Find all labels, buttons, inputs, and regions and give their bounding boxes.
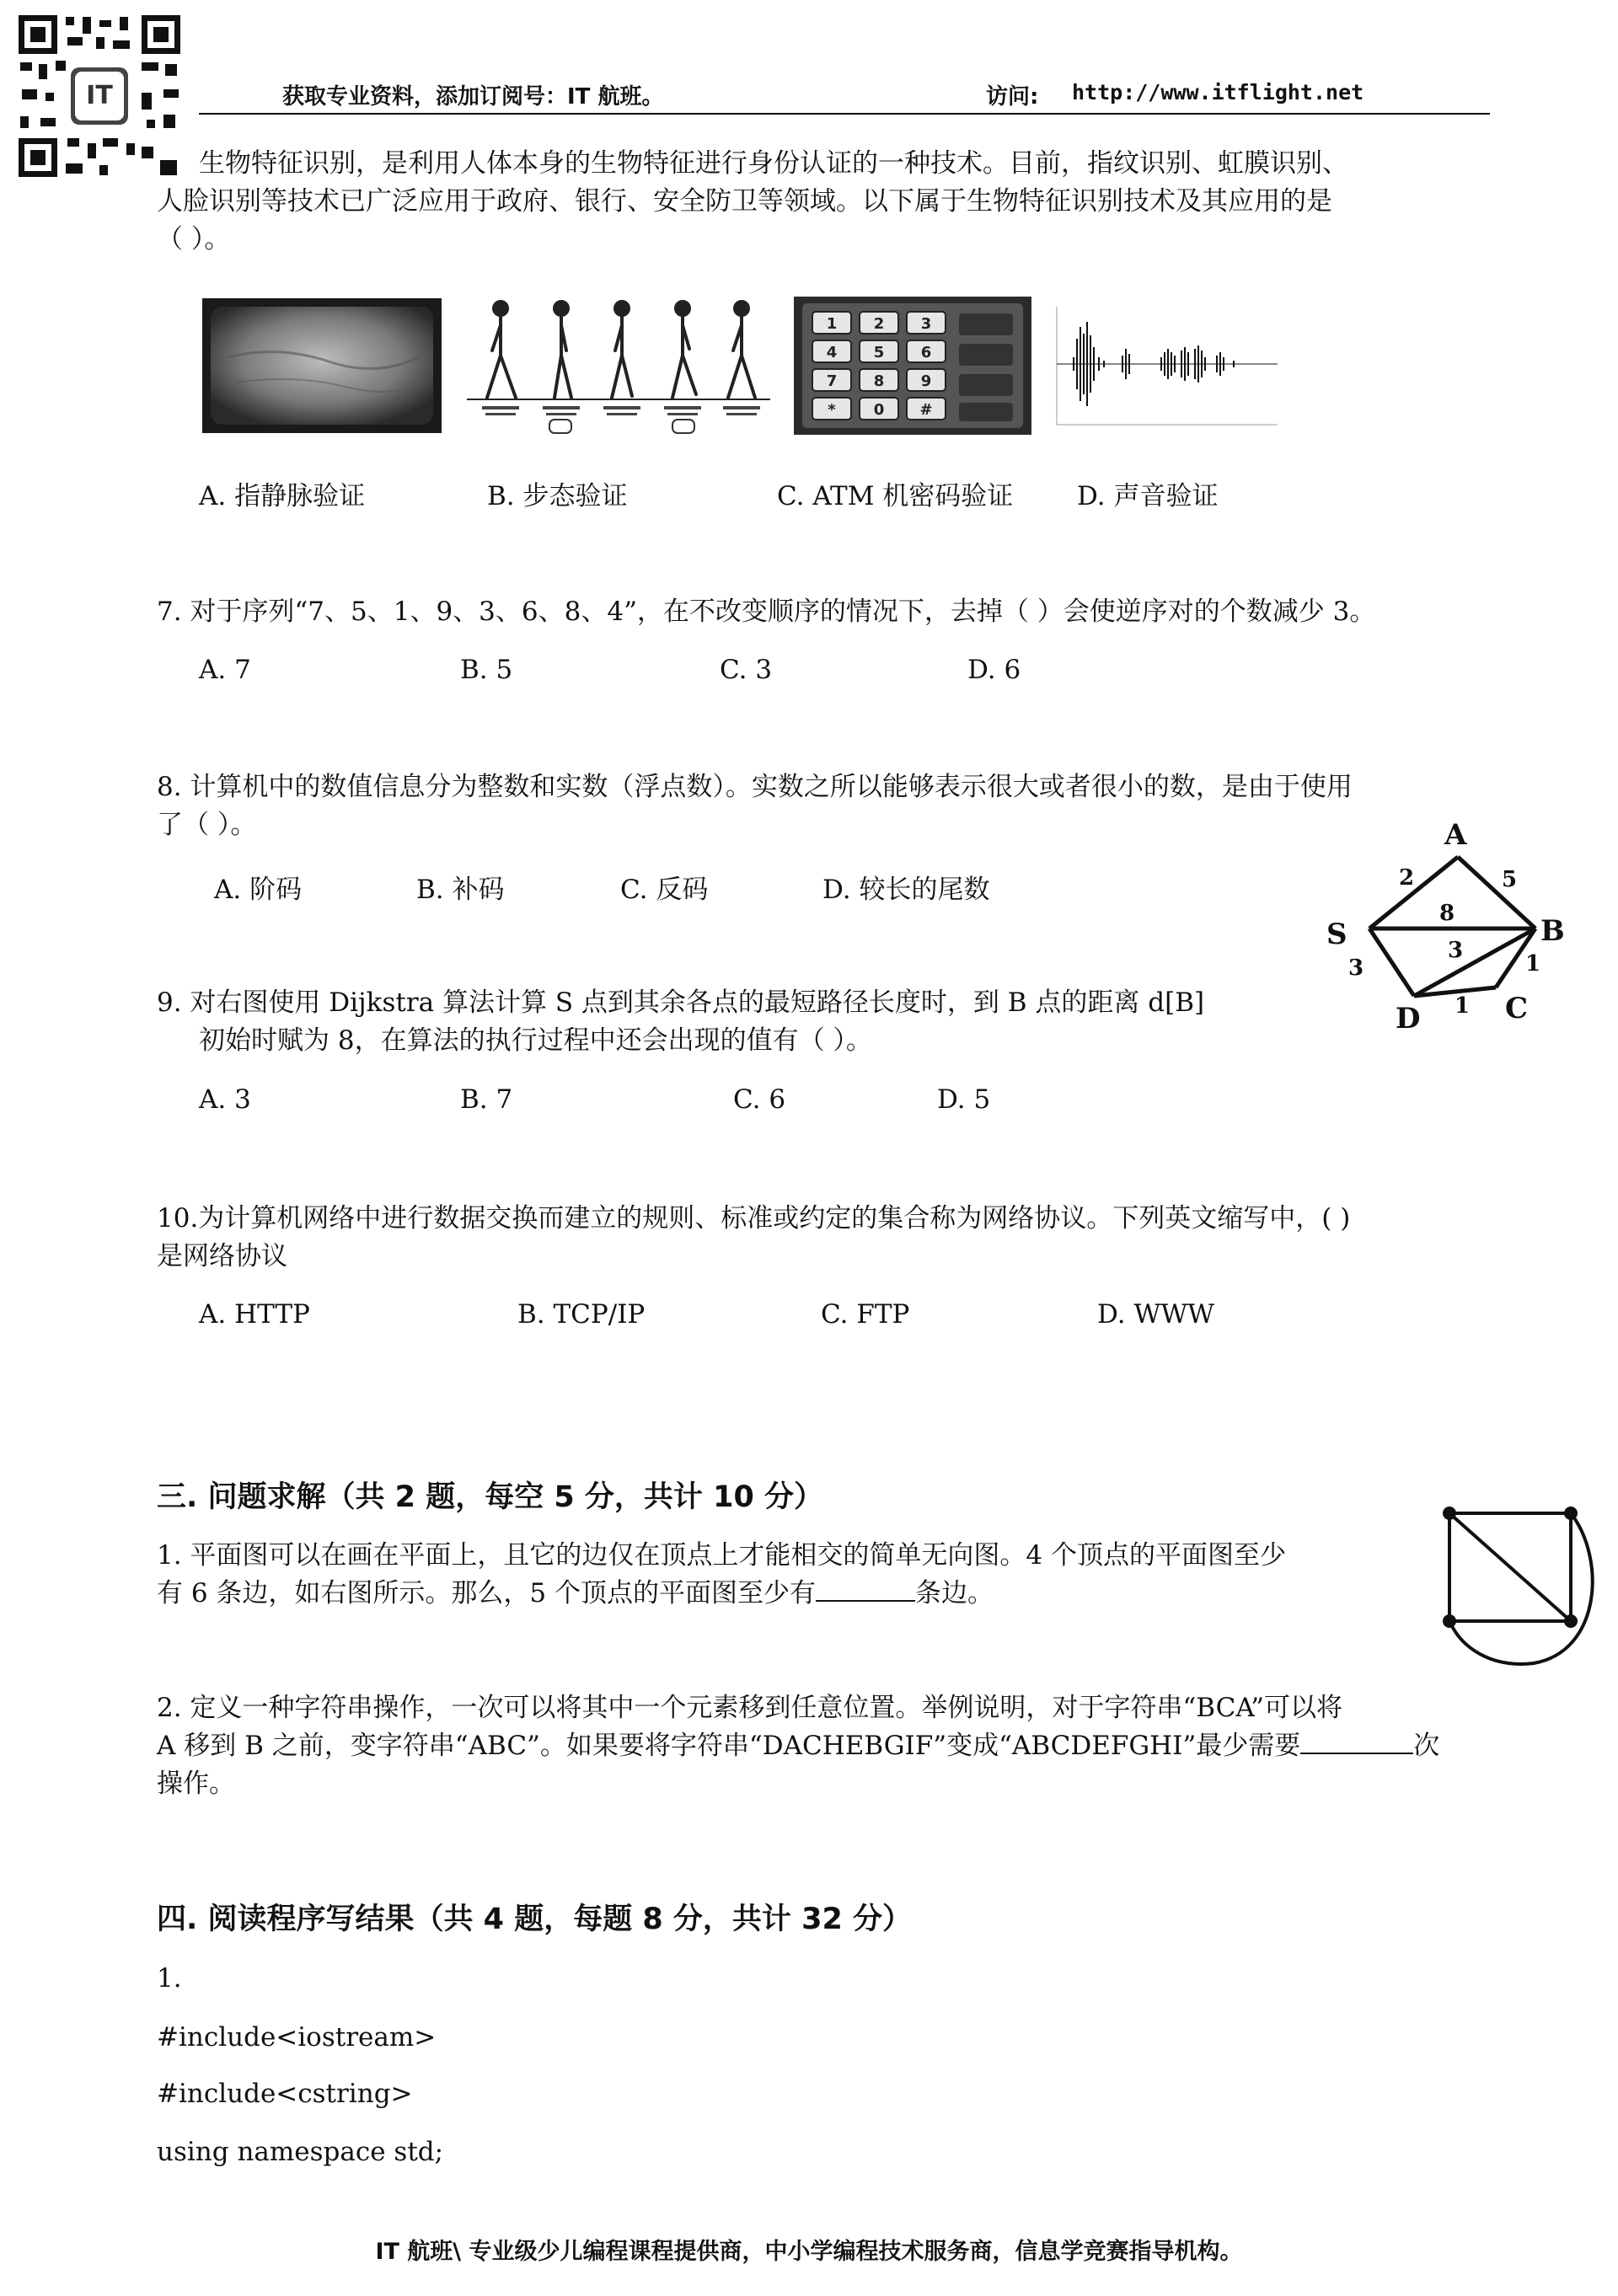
q6-option-d: D. 声音验证 [1077,481,1219,511]
graph-weight-sd: 3 [1348,955,1364,981]
atm-key-label: 2 [873,315,885,333]
q8-text-line2: 了（ ）。 [157,810,257,840]
s3-problem1-line2 [157,1571,994,1615]
q9-option-d: D. 5 [937,1084,991,1115]
s3-problem2-line2 [157,1724,1439,1768]
voice-waveform-image [1052,297,1281,431]
code-line-2: #include<cstring> [157,2079,413,2109]
s4-problem-number: 1. [157,1963,182,1994]
finger-vein-image [202,298,442,433]
s3-problem2-line3: 操作。 [157,1769,235,1799]
q7-option-d: D. 6 [967,655,1021,685]
q8-option-a: A. 阶码 [214,875,303,905]
s3-problem2-answer-blank[interactable] [1300,1727,1413,1754]
footer-text: IT 航班\ 专业级少儿编程课程提供商，中小学编程技术服务商，信息学竞赛指导机构。 [375,2239,1243,2265]
s3-problem2-line1: 2. 定义一种字符串操作，一次可以将其中一个元素移到任意位置。举例说明，对于字符串“BCA”可以将 [157,1693,1343,1723]
s3-problem1-line1: 1. 平面图可以在画在平面上，且它的边仅在顶点上才能相交的简单无向图。4 个顶点的平面图至少 [157,1540,1287,1571]
atm-key-label: 7 [826,372,838,390]
section4-title: 四. 阅读程序写结果（共 4 题，每题 8 分，共计 32 分） [157,1903,913,1936]
q10-option-b: B. TCP/IP [517,1299,646,1330]
graph-node-a: A [1444,819,1467,852]
graph-node-s: S [1326,918,1347,951]
atm-key-label: # [919,401,933,419]
graph-weight-ab: 5 [1502,867,1518,892]
q7-option-c: C. 3 [720,655,773,685]
atm-key-label: 9 [920,372,932,390]
graph-weight-bc: 1 [1525,951,1541,977]
q9-text-line1: 9. 对右图使用 Dijkstra 算法计算 S 点到其余各点的最短路径长度时，到 B 点的距离 d[B] [157,987,1205,1018]
q10-option-d: D. WWW [1097,1299,1215,1330]
graph-weight-sb: 8 [1439,901,1455,926]
dijkstra-graph [1315,819,1584,1038]
q9-option-b: B. 7 [460,1084,513,1115]
s3-problem2-text-b: 次 [1413,1731,1440,1761]
q7-option-b: B. 5 [460,655,513,685]
graph-node-c: C [1505,992,1529,1025]
q9-option-c: C. 6 [733,1084,786,1115]
q8-option-d: D. 较长的尾数 [822,875,990,905]
s3-problem1-text-a: 有 6 条边，如右图所示。那么，5 个顶点的平面图至少有 [157,1578,817,1608]
s3-problem1-text-b: 条边。 [915,1578,994,1608]
q7-text-line1: 7. 对于序列“7、5、1、9、3、6、8、4”，在不改变顺序的情况下，去掉（ ）会使逆序对的个数减少 3。 [157,597,1376,627]
section3-title: 三. 问题求解（共 2 题，每空 5 分，共计 10 分） [157,1480,824,1514]
q8-option-b: B. 补码 [416,875,505,905]
code-line-3: using namespace std; [157,2137,444,2167]
graph-weight-dc: 1 [1455,993,1471,1019]
header-rule [199,113,1490,115]
code-line-1: #include<iostream> [157,2022,437,2052]
header-left-text: 获取专业资料，添加订阅号：IT 航班。 [282,84,664,110]
atm-key-label: 6 [920,344,932,361]
atm-key-label: 4 [826,344,838,361]
q10-option-a: A. HTTP [199,1299,310,1330]
atm-key-label: 5 [873,344,885,361]
q10-text-line2: 是网络协议 [157,1241,287,1271]
q10-text-line1: 10.为计算机网络中进行数据交换而建立的规则、标准或约定的集合称为网络协议。下列英文缩写中，( ) [157,1203,1351,1234]
q6-option-c: C. ATM 机密码验证 [777,481,1014,511]
q6-text-line3: （ ）。 [157,224,231,254]
q8-text-line1: 8. 计算机中的数值信息分为整数和实数（浮点数）。实数之所以能够表示很大或者很小的数，是由于使用 [157,772,1353,802]
header-visit-label: 访问: [986,84,1039,110]
header-url-link[interactable]: http://www.itflight.net [1072,80,1364,104]
atm-key-label: * [828,401,836,419]
s3-problem1-answer-blank[interactable] [816,1575,915,1602]
atm-keypad-image [794,297,1031,435]
graph-weight-sa: 2 [1399,865,1415,891]
logo-text: IT [86,81,113,110]
q9-text-line2: 初始时赋为 8，在算法的执行过程中还会出现的值有（ ）。 [199,1025,872,1056]
q9-option-a: A. 3 [199,1084,251,1115]
q7-option-a: A. 7 [199,655,251,685]
s3-problem2-text-a: A 移到 B 之前，变字符串“ABC”。如果要将字符串“DACHEBGIF”变成“ABCDEFGHI”最少需要 [157,1731,1301,1761]
q6-option-b: B. 步态验证 [487,481,628,511]
atm-key-label: 8 [873,372,885,390]
atm-key-label: 0 [873,401,885,419]
graph-node-b: B [1540,914,1565,948]
q10-option-c: C. FTP [821,1299,910,1330]
atm-key-label: 3 [920,315,932,333]
graph-weight-db: 3 [1448,938,1464,963]
q6-option-a: A. 指静脉验证 [199,481,366,511]
planar-graph [1433,1500,1601,1668]
qr-code [15,12,184,180]
atm-key-label: 1 [826,315,838,333]
q6-text-line1: 生物特征识别，是利用人体本身的生物特征进行身份认证的一种技术。目前，指纹识别、虹膜识别、 [199,148,1348,179]
q6-text-line2: 人脸识别等技术已广泛应用于政府、银行、安全防卫等领域。以下属于生物特征识别技术及其应用的是 [157,186,1332,217]
graph-node-d: D [1396,1002,1421,1036]
q8-option-c: C. 反码 [620,875,709,905]
gait-image [467,297,770,438]
